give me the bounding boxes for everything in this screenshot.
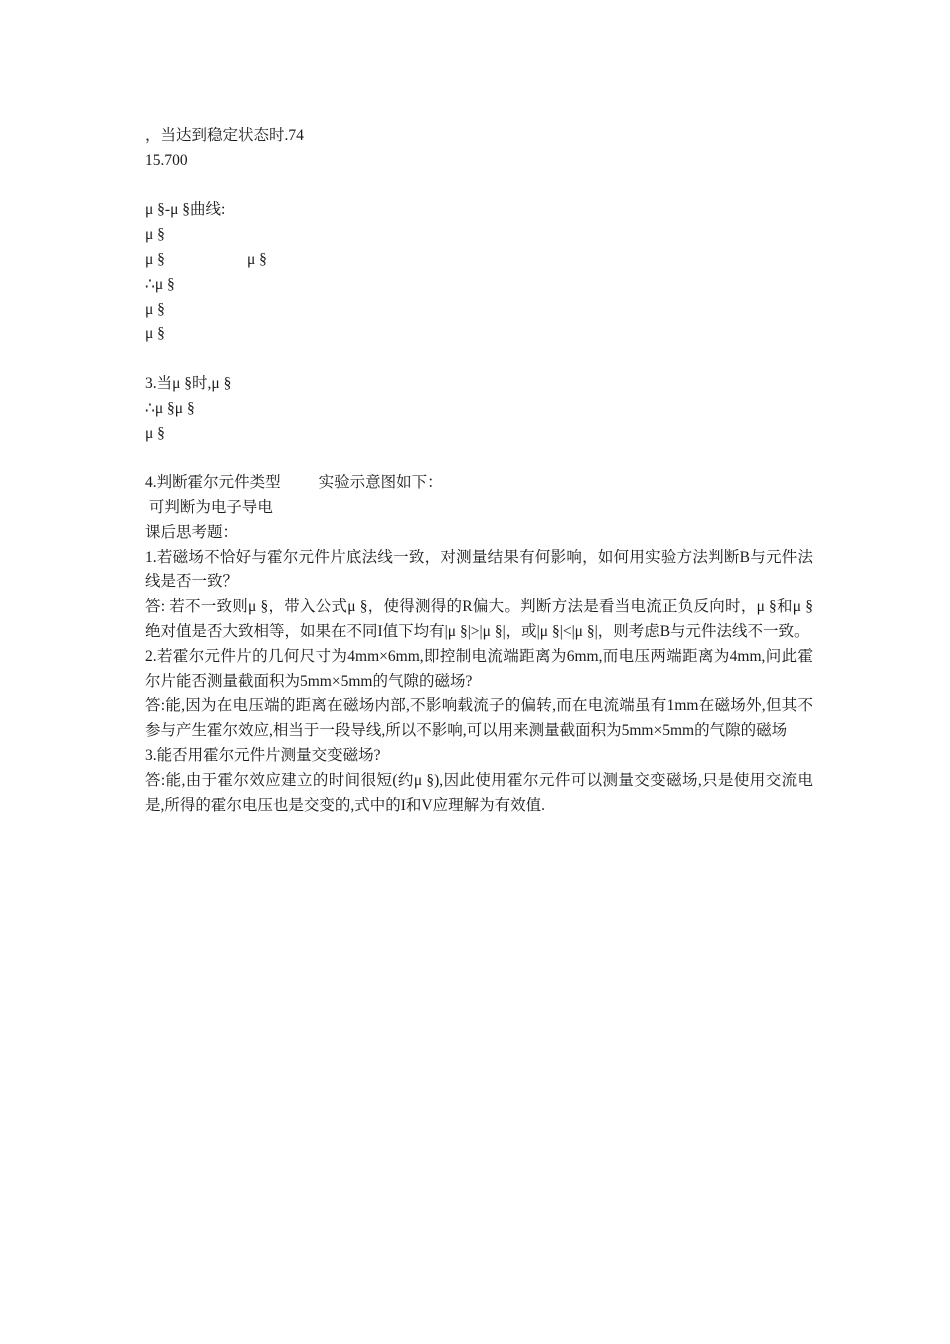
question-1: 1.若磁场不恰好与霍尔元件片底法线一致，对测量结果有何影响，如何用实验方法判断B与元件法线是否一致？ [145, 548, 813, 591]
formula-line: ∴μ § [145, 275, 175, 293]
section-4-diagram-caption: 实验示意图如下： [318, 474, 443, 492]
formula-line: μ § [145, 300, 165, 318]
answer-2: 答:能,因为在电压端的距离在磁场内部,不影响载流子的偏转,而在电流端虽有1mm在磁场外,但其不参与产生霍尔效应,相当于一段导线,所以不影响,可以用来测量截面积为5mm×5mm的气隙的磁场 [145, 697, 813, 740]
formula-line: μ § [145, 424, 165, 442]
text-line: ，当达到稳定状态时.74 [145, 127, 304, 144]
questions-title: 课后思考题： [145, 523, 239, 541]
curve-heading: μ §-μ §曲线: [145, 201, 226, 219]
section-4-line [145, 471, 813, 496]
section-4-title: 4.判断霍尔元件类型 [145, 474, 281, 492]
formula-line: μ § [145, 325, 165, 343]
formula-line: μ § [145, 226, 165, 244]
answer-1: 答: 若不一致则μ §，带入公式μ §，使得测得的R偏大。判断方法是看当电流正负反向时，μ §和μ §绝对值是否大致相等，如果在不同I值下均有|μ §|>|μ §|，或|μ §|<|μ §|，则考虑B与元件法线不一致。 [145, 598, 813, 640]
formula-fragment: μ § [145, 250, 165, 268]
section-4-conclusion: 可判断为电子导电 [145, 498, 273, 516]
blank-line [145, 446, 813, 471]
blank-line [145, 347, 813, 372]
formula-line: ∴μ §μ § [145, 399, 195, 417]
formula-fragment: μ § [246, 250, 267, 268]
question-2: 2.若霍尔元件片的几何尺寸为4mm×6mm,即控制电流端距离为6mm,而电压两端距离为4mm,问此霍尔片能否测量截面积为5mm×5mm的气隙的磁场? [145, 647, 813, 690]
answer-3: 答:能,由于霍尔效应建立的时间很短(约μ §),因此使用霍尔元件可以测量交变磁场,只是使用交流电是,所得的霍尔电压也是交变的,式中的I和V应理解为有效值. [145, 771, 813, 814]
document-body [145, 124, 813, 818]
formula-line [145, 248, 813, 273]
question-3: 3.能否用霍尔元件片测量交变磁场? [145, 746, 381, 764]
section-3-line: 3.当μ §时,μ § [145, 374, 232, 392]
text-line: 15.700 [145, 151, 188, 169]
blank-line [145, 174, 813, 199]
